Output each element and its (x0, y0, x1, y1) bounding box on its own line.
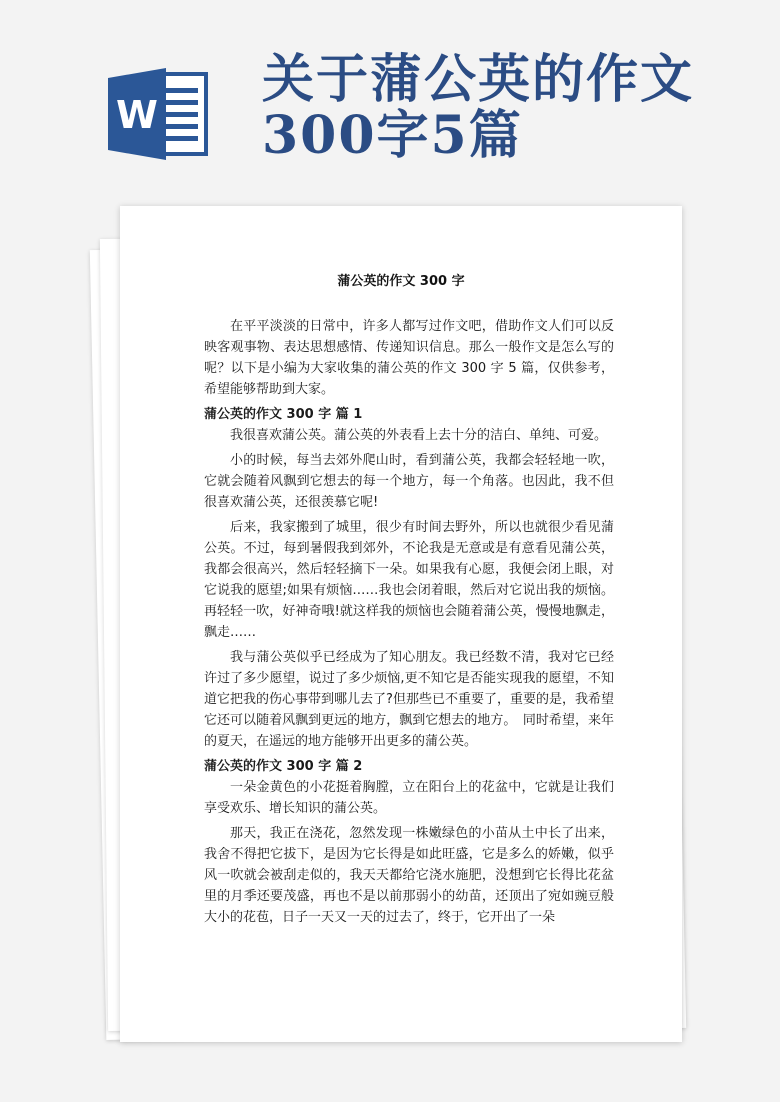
paragraph: 我与蒲公英似乎已经成为了知心朋友。我已经数不清，我对它已经许过了多少愿望，说过了多少烦恼,更不知它是否能实现我的愿望，不知道它把我的伤心事带到哪儿去了?但那些已不重要了，重要的是，我希望它还可以随着风飘到更远的地方，飘到它想去的地方。 同时希望，来年的夏天，在遥远的地方能够开出更多的蒲公英。 (204, 650, 614, 749)
header (0, 0, 780, 200)
paragraph: 那天，我正在浇花，忽然发现一株嫩绿色的小苗从土中长了出来，我舍不得把它拔下，是因为它长得是如此旺盛，它是多么的娇嫩，似乎风一吹就会被刮走似的，我天天都给它浇水施肥，没想到它长得比花盆里的月季还要茂盛，再也不是以前那弱小的幼苗，还顶出了宛如豌豆般大小的花苞，日子一天又一天的过去了，终于，它开出了一朵 (204, 826, 614, 925)
document-page (120, 206, 682, 1042)
intro-paragraph: 在平平淡淡的日常中，许多人都写过作文吧，借助作文人们可以反映客观事物、表达思想感情、传递知识信息。那么一般作文是怎么写的呢？以下是小编为大家收集的蒲公英的作文 300 字 5 篇，仅供参考，希望能够帮助到大家。 (204, 319, 614, 397)
section-heading-2: 蒲公英的作文 300 字 篇 2 (204, 759, 363, 774)
page-title (262, 49, 762, 166)
title-line-2: 300字5篇 (262, 105, 523, 166)
document-body (204, 316, 614, 932)
section-heading-1: 蒲公英的作文 300 字 篇 1 (204, 407, 363, 422)
paragraph: 我很喜欢蒲公英。蒲公英的外表看上去十分的洁白、单纯、可爱。 (230, 428, 608, 443)
title-line-1: 关于蒲公英的作文 (262, 49, 695, 110)
document-title: 蒲公英的作文 300 字 (337, 274, 465, 289)
paragraph: 后来，我家搬到了城里，很少有时间去野外，所以也就很少看见蒲公英。不过，每到暑假我到郊外，不论我是无意或是有意看见蒲公英，我都会很高兴，然后轻轻摘下一朵。如果我有心愿，我便会闭上眼，对它说我的愿望;如果有烦恼……我也会闭着眼，然后对它说出我的烦恼。再轻轻一吹，好神奇哦!就这样我的烦恼也会随着蒲公英，慢慢地飘走，飘走…… (204, 520, 614, 640)
paragraph: 一朵金黄色的小花挺着胸膛，立在阳台上的花盆中，它就是让我们享受欢乐、增长知识的蒲公英。 (204, 780, 614, 816)
word-document-icon (108, 68, 208, 160)
word-icon-letter: W (116, 93, 158, 137)
paragraph: 小的时候，每当去郊外爬山时，看到蒲公英，我都会轻轻地一吹，它就会随着风飘到它想去的每一个地方，每一个角落。也因此，我不但很喜欢蒲公英，还很羡慕它呢! (204, 453, 614, 510)
